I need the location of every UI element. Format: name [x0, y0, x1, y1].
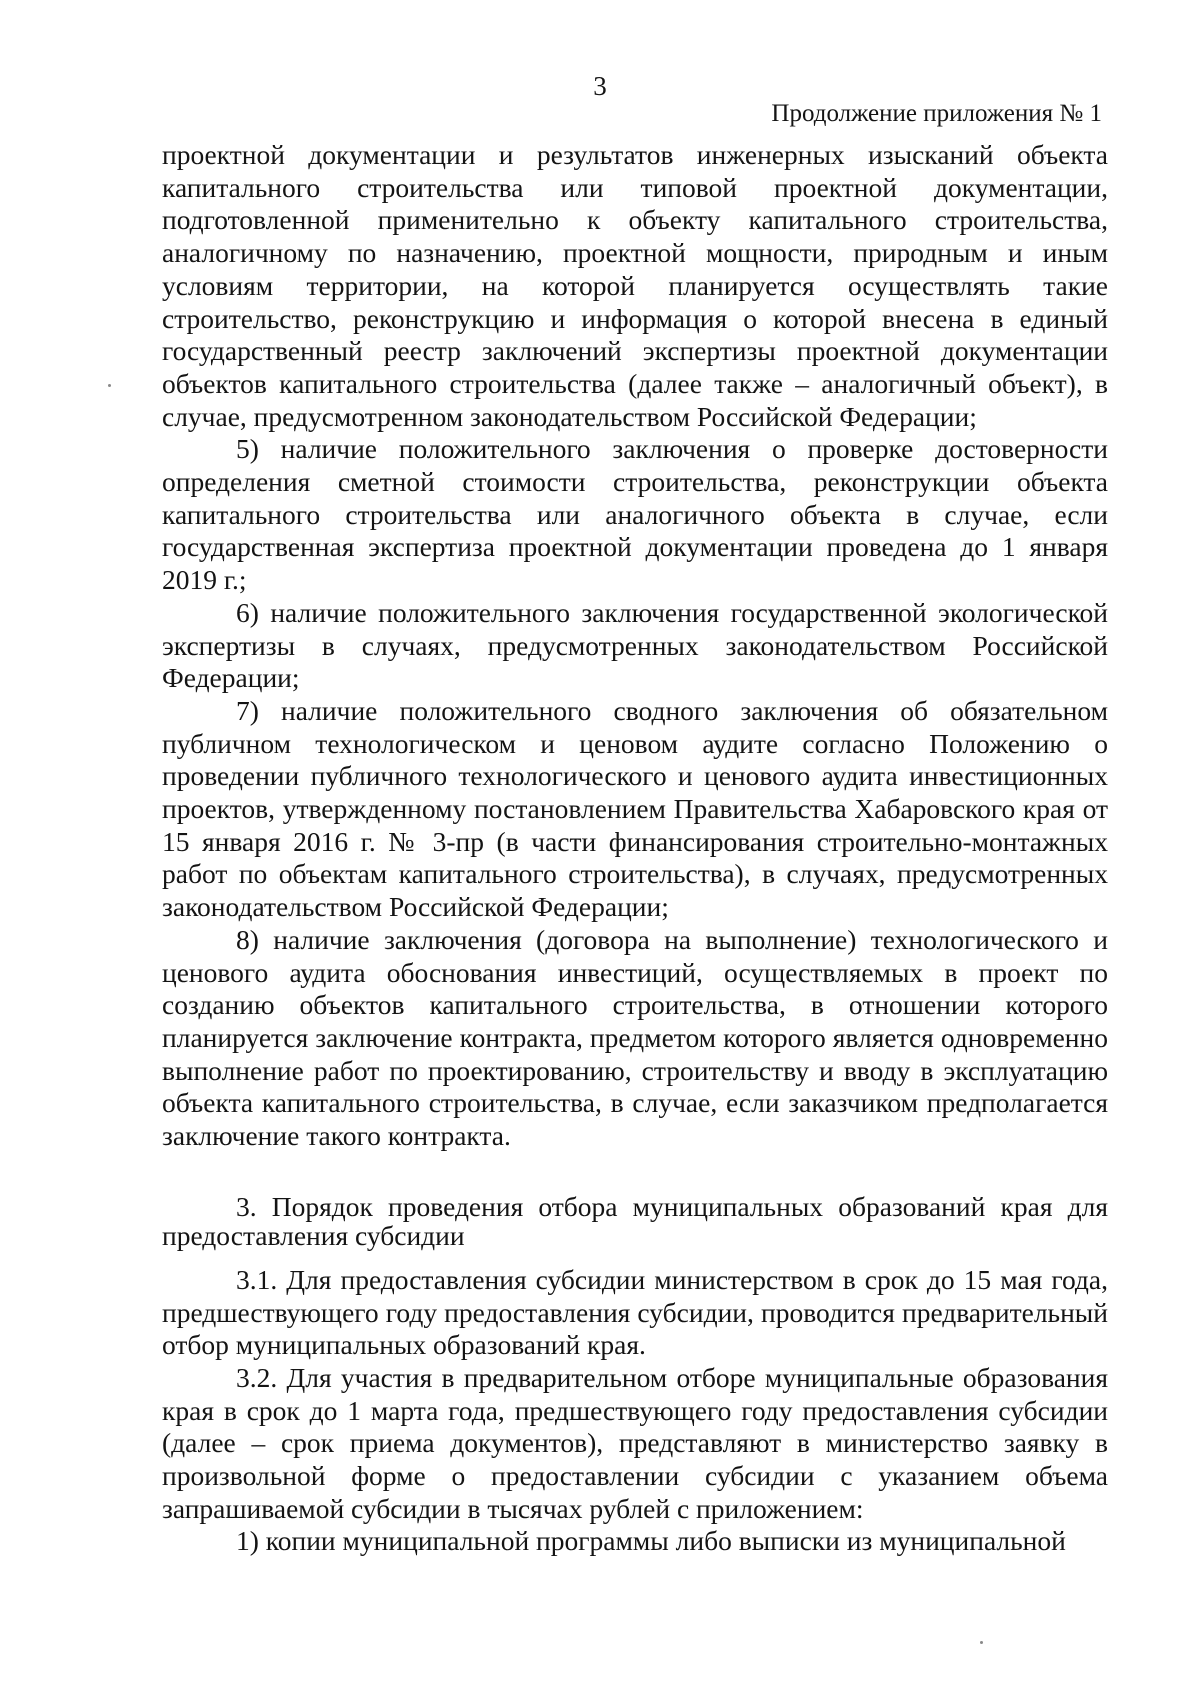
scan-speck — [108, 384, 111, 387]
list-item-5: 5) наличие положительного заключения о проверке достоверности определения сметной стоимости строительства, реконструкции объекта капитального строительства или аналогичного объекта в случае, если государственная экспертиза проектной документации проведена до 1 января 2019 г.; — [162, 433, 1108, 596]
paragraph-3-2-item-1: 1) копии муниципальной программы либо выписки из муниципальной — [236, 1525, 1066, 1557]
list-item-7: 7) наличие положительного сводного заключения об обязательном публичном технологическом и ценовом аудите согласно Положению о проведении публичного технологического и ценового аудита инвестиционных проектов, утвержденному постановлением Правительства Хабаровского края от 15 января 2016 г. № 3-пр (в части финансирования строительно-монтажных работ по объектам капитального строительства), в случаях, предусмотренных законодательством Российской Федерации; — [162, 694, 1108, 923]
page-number: 3 — [593, 71, 607, 101]
running-header: Продолжение приложения № 1 — [771, 100, 1102, 127]
scan-speck — [980, 1641, 983, 1644]
document-body — [162, 139, 1108, 1558]
list-item-6: 6) наличие положительного заключения государственной экологической экспертизы в случаях, предусмотренных законодательством Российской Федерации; — [162, 596, 1108, 694]
paragraph-3-1: 3.1. Для предоставления субсидии министерством в срок до 15 мая года, предшествующего году предоставления субсидии, проводится предварительный отбор муниципальных образований края. — [162, 1263, 1108, 1361]
section-3-heading: 3. Порядок проведения отбора муниципальных образований края для предоставления субсидии — [162, 1190, 1108, 1251]
list-item-8: 8) наличие заключения (договора на выполнение) технологического и ценового аудита обоснования инвестиций, осуществляемых в проект по созданию объектов капитального строительства, в отношении которого планируется заключение контракта, предметом которого является одновременно выполнение работ по проектированию, строительству и вводу в эксплуатацию объекта капитального строительства, в случае, если заказчиком предполагается заключение такого контракта. — [162, 923, 1108, 1152]
paragraph-continuation: проектной документации и результатов инженерных изысканий объекта капитального строительства или типовой проектной документации, подготовленной применительно к объекту капитального строительства, аналогичному по назначению, проектной мощности, природным и иным условиям территории, на которой планируется осуществлять такие строительство, реконструкцию и информация о которой внесена в единый государственный реестр заключений экспертизы проектной документации объектов капитального строительства (далее также – аналогичный объект), в случае, предусмотренном законодательством Российской Федерации; — [162, 139, 1108, 432]
paragraph-3-2: 3.2. Для участия в предварительном отборе муниципальные образования края в срок до 1 марта года, предшествующего году предоставления субсидии (далее – срок приема документов), представляют в министерство заявку в произвольной форме о предоставлении субсидии с указанием объема запрашиваемой субсидии в тысячах рублей с приложением: — [162, 1361, 1108, 1524]
